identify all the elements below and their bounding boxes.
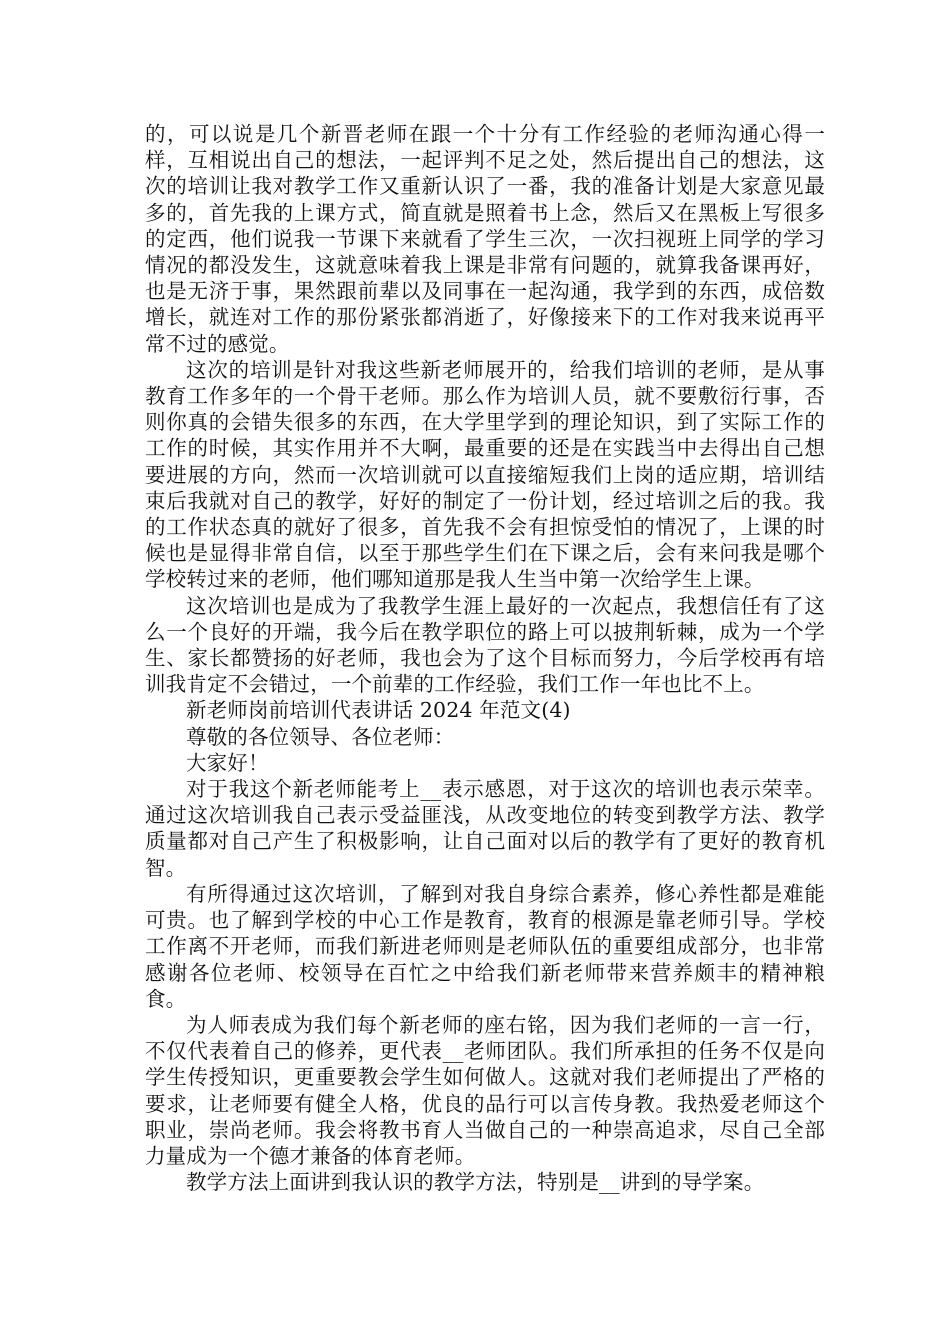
salutation: 尊敬的各位领导、各位老师： xyxy=(186,724,455,749)
section-title: 新老师岗前培训代表讲话 2024 年范文(4) xyxy=(186,698,571,723)
document-page xyxy=(145,121,825,1195)
paragraph-1: 的，可以说是几个新晋老师在跟一个十分有工作经验的老师沟通心得一样，互相说出自己的想法，一起评判不足之处，然后提出自己的想法，这次的培训让我对教学工作又重新认识了一番，我的准备计划是大家意见最多的，首先我的上课方式，简直就是照着书上念，然后又在黑板上写很多的定西，他们说我一节课下来就看了学生三次，一次扫视班上同学的学习情况的都没发生，这就意味着我上课是非常有问题的，就算我备课再好，也是无济于事，果然跟前辈以及同事在一起沟通，我学到的东西，成倍数增长，就连对工作的那份紧张都消逝了，好像接来下的工作对我来说再平常不过的感觉。 xyxy=(145,122,825,356)
paragraph-3: 这次培训也是成为了我教学生涯上最好的一次起点，我想信任有了这么一个良好的开端，我今后在教学职位的路上可以披荆斩棘，成为一个学生、家长都赞扬的好老师，我也会为了这个目标而努力，今后学校再有培训我肯定不会错过，一个前辈的工作经验，我们工作一年也比不上。 xyxy=(145,593,825,697)
paragraph-4: 对于我这个新老师能考上__表示感恩，对于这次的培训也表示荣幸。通过这次培训我自己表示受益匪浅，从改变地位的转变到教学方法、教学质量都对自己产生了积极影响，让自己面对以后的教学有了更好的教育机智。 xyxy=(145,777,825,880)
greeting: 大家好！ xyxy=(186,750,269,775)
paragraph-7: 教学方法上面讲到我认识的教学方法，特别是__讲到的导学案。 xyxy=(186,1170,765,1195)
paragraph-5: 有所得通过这次培训，了解到对我自身综合素养，修心养性都是难能可贵。也了解到学校的中心工作是教育，教育的根源是靠老师引导。学校工作离不开老师，而我们新进老师则是老师队伍的重要组成部分，也非常感谢各位老师、校领导在百忙之中给我们新老师带来营养颇丰的精神粮食。 xyxy=(145,881,825,1011)
paragraph-2: 这次的培训是针对我这些新老师展开的，给我们培训的老师，是从事教育工作多年的一个骨干老师。那么作为培训人员，就不要敷衍行事，否则你真的会错失很多的东西，在大学里学到的理论知识，到了实际工作的工作的时候，其实作用并不大啊，最重要的还是在实践当中去得出自己想要进展的方向，然而一次培训就可以直接缩短我们上岗的适应期，培训结束后我就对自己的教学，好好的制定了一份计划，经过培训之后的我。我的工作状态真的就好了很多，首先我不会有担惊受怕的情况了，上课的时候也是显得非常自信，以至于那些学生们在下课之后，会有来问我是哪个学校转过来的老师，他们哪知道那是我人生当中第一次给学生上课。 xyxy=(145,357,825,592)
paragraph-6: 为人师表成为我们每个新老师的座右铭，因为我们老师的一言一行，不仅代表着自己的修养，更代表__老师团队。我们所承担的任务不仅是向学生传授知识，更重要教会学生如何做人。这就对我们老师提出了严格的要求，让老师要有健全人格，优良的品行可以言传身教。我热爱老师这个职业，崇尚老师。我会将教书育人当做自己的一种崇高追求，尽自己全部力量成为一个德才兼备的体育老师。 xyxy=(145,1012,825,1168)
